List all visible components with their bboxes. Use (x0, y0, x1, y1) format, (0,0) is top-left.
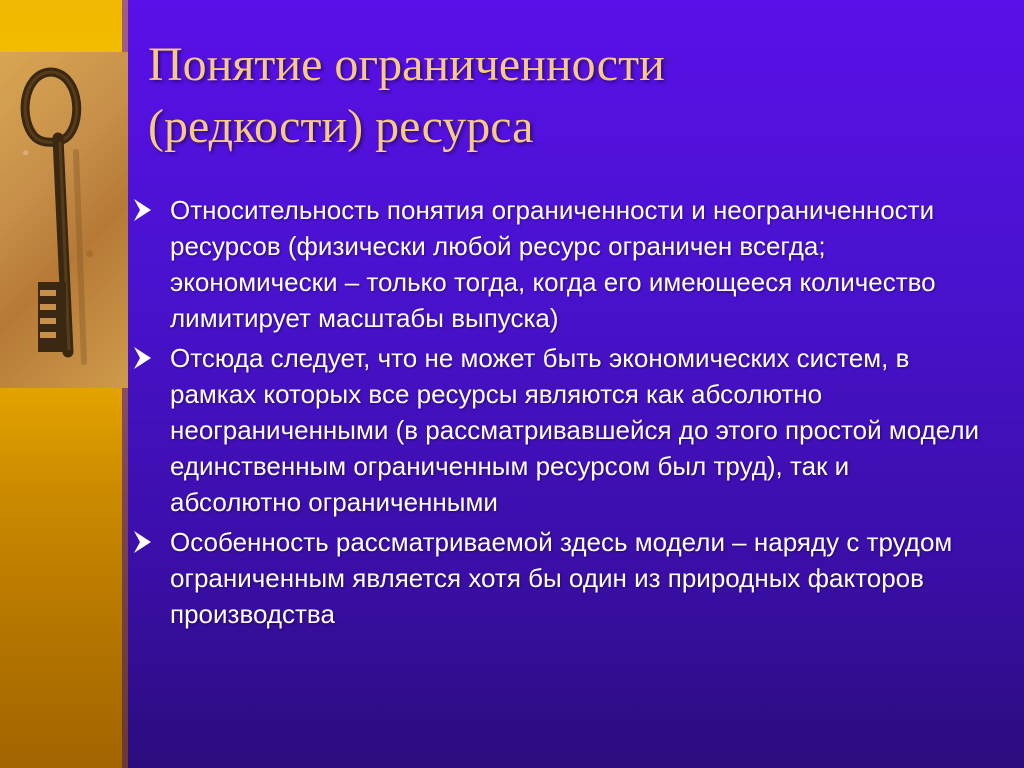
title-line-1: Понятие ограниченности (148, 38, 665, 91)
arrowhead-bullet-icon (132, 344, 154, 372)
bullet-item-3 (130, 524, 980, 632)
title-line-2: (редкости) ресурса (148, 100, 534, 153)
arrowhead-bullet-icon (132, 528, 154, 556)
bullet-text-3: Особенность рассматриваемой здесь модели – наряду с трудом ограниченным является хотя бы один из природных факторов производства (170, 527, 953, 629)
arrowhead-bullet-icon (132, 196, 154, 224)
bullet-item-2 (130, 340, 980, 520)
bullet-text-1: Относительность понятия ограниченности и неограниченности ресурсов (физически любой ресурс ограничен всегда; экономически – только тогда, когда его имеющееся количество лимитирует масштабы выпуска) (170, 195, 936, 333)
bullet-item-1 (130, 192, 980, 336)
slide-title (148, 34, 1008, 158)
key-image (0, 52, 128, 388)
key-icon (0, 52, 128, 388)
bullet-list (130, 192, 980, 636)
bullet-text-2: Отсюда следует, что не может быть экономических систем, в рамках которых все ресурсы являются как абсолютно неограниченными (в рассматривавшейся до этого простой модели единственным ограниченным ресурсом был труд), так и абсолютно ограниченными (170, 343, 980, 517)
left-strip-shadow (0, 390, 128, 768)
